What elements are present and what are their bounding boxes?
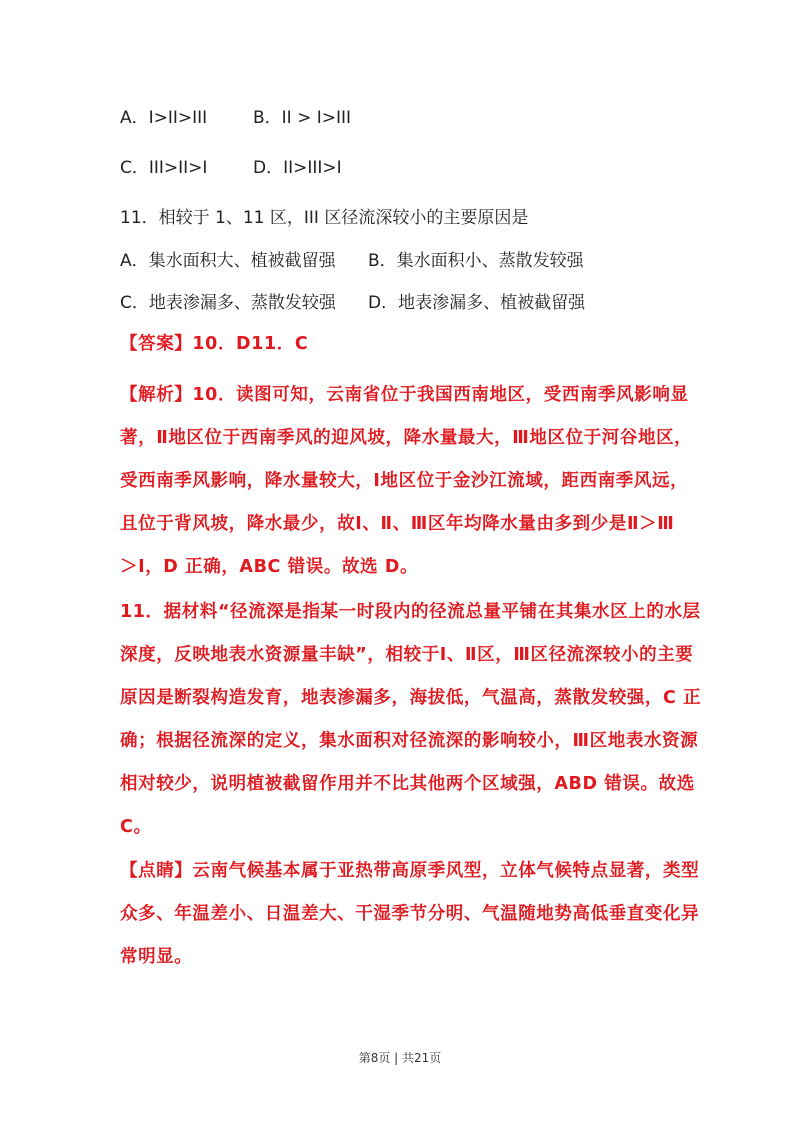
- analysis-line: ＞Ⅰ，D 正确，ABC 错误。故选 D。: [120, 557, 419, 577]
- analysis-line: 【解析】10．读图可知，云南省位于我国西南地区，受西南季风影响显: [120, 385, 689, 405]
- analysis-line: 相对较少，说明植被截留作用并不比其他两个区域强，ABD 错误。故选: [120, 774, 695, 794]
- q10-options-row-2: [120, 157, 342, 179]
- analysis-line: 著，Ⅱ地区位于西南季风的迎风坡，降水量最大，Ⅲ地区位于河谷地区，: [120, 428, 693, 448]
- analysis-line: 且位于背风坡，降水最少，故Ⅰ、Ⅱ、Ⅲ区年均降水量由多到少是Ⅱ＞Ⅲ: [120, 514, 675, 534]
- analysis-line: 原因是断裂构造发育，地表渗漏多，海拔低，气温高，蒸散发较强，C 正: [120, 688, 702, 708]
- analysis-line: 11．据材料“径流深是指某一时段内的径流总量平铺在其集水区上的水层: [120, 602, 701, 622]
- q10-option-c: C．III>II>I: [120, 158, 208, 178]
- q10-option-a: A．I>II>III: [120, 108, 208, 128]
- comment-line: 众多、年温差小、日温差大、干湿季节分明、气温随地势高低垂直变化异: [120, 904, 700, 924]
- q10-option-b: B．II > I>III: [253, 108, 352, 128]
- analysis-line: 确；根据径流深的定义，集水面积对径流深的影响较小，Ⅲ区地表水资源: [120, 731, 699, 751]
- q11-option-c: C．地表渗漏多、蒸散发较强: [120, 293, 336, 313]
- answer-line: 【答案】10．D11．C: [120, 334, 309, 354]
- q11-option-b: B．集水面积小、蒸散发较强: [368, 251, 584, 271]
- q10-options-row-1: [120, 107, 351, 129]
- q11-option-d: D．地表渗漏多、植被截留强: [368, 293, 586, 313]
- q11-option-a: A．集水面积大、植被截留强: [120, 251, 336, 271]
- page-footer: 第8页 | 共21页: [358, 1051, 442, 1065]
- q10-option-d: D．II>III>I: [253, 158, 342, 178]
- analysis-line: 深度，反映地表水资源量丰缺”，相较于Ⅰ、Ⅱ区，Ⅲ区径流深较小的主要: [120, 645, 694, 665]
- q11-options-row-2: [120, 292, 585, 314]
- comment-line: 常明显。: [120, 947, 193, 967]
- analysis-line: C。: [120, 817, 152, 837]
- comment-line: 【点睛】云南气候基本属于亚热带高原季风型，立体气候特点显著，类型: [120, 861, 700, 881]
- q11-options-row-1: [120, 250, 584, 272]
- analysis-line: 受西南季风影响，降水量较大，Ⅰ地区位于金沙江流域，距西南季风远，: [120, 471, 689, 491]
- q11-stem: 11．相较于 1、11 区，III 区径流深较小的主要原因是: [120, 208, 529, 228]
